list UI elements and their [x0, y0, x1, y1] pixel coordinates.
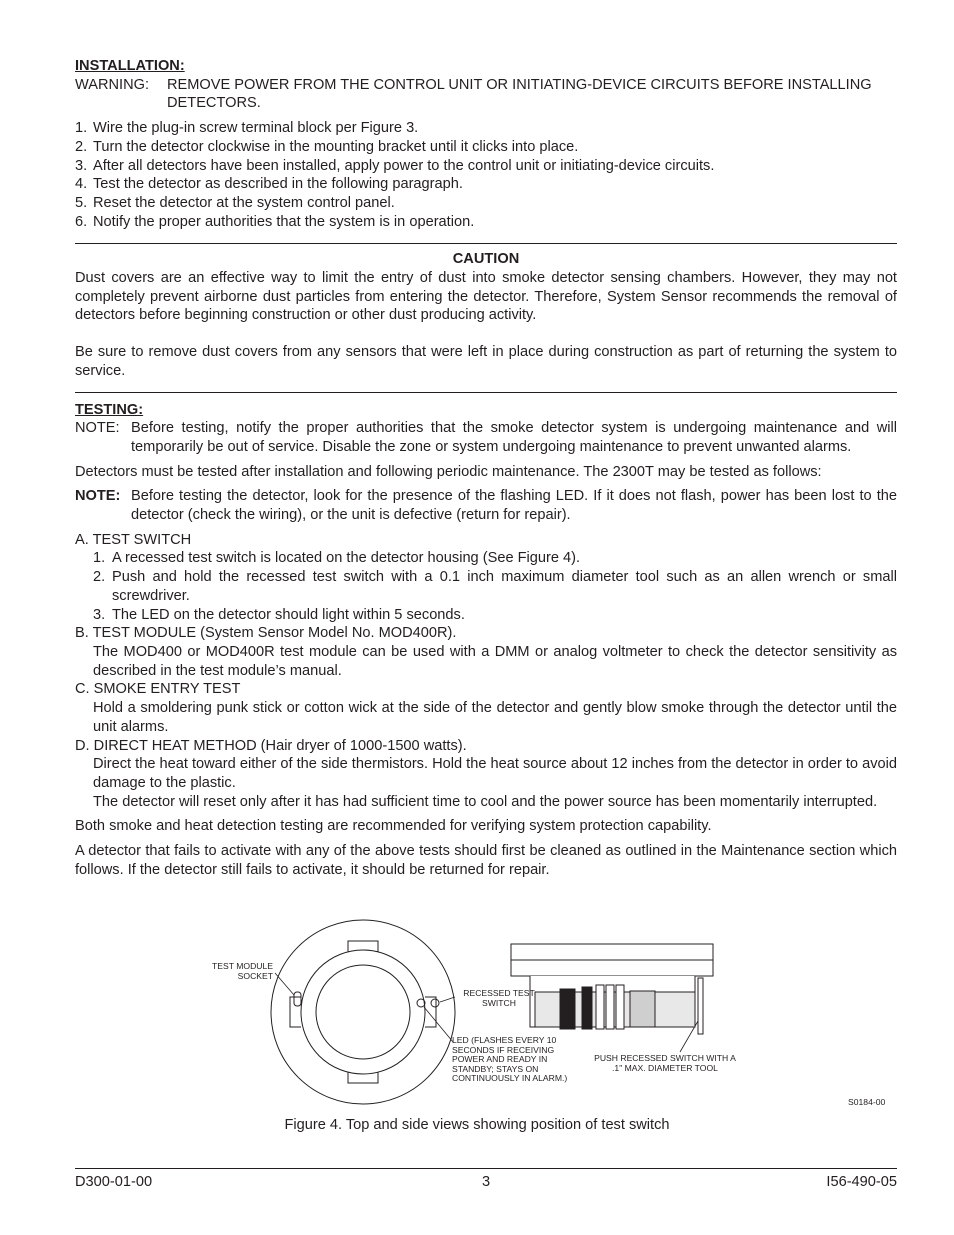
testing-both: Both smoke and heat detection testing are recommended for verifying system protection capability.: [75, 818, 712, 835]
installation-step: [75, 194, 897, 213]
installation-heading: INSTALLATION:: [75, 58, 185, 74]
test-a-steps: [75, 549, 897, 624]
step-text: Push and hold the recessed test switch with a 0.1 inch maximum diameter tool such as an allen wrench or small screwdriver.: [112, 569, 897, 604]
step-text: Notify the proper authorities that the system is in operation.: [93, 213, 475, 230]
step-number: 4.: [75, 176, 88, 193]
page-footer: [75, 1168, 897, 1190]
installation-step: [75, 138, 897, 157]
label-push-switch: PUSH RECESSED SWITCH WITH A .1" MAX. DIAMETER TOOL: [594, 1053, 736, 1073]
testing-note-1: [75, 419, 897, 456]
caution-heading: CAUTION: [452, 251, 520, 268]
step-text: Turn the detector clockwise in the mounting bracket until it clicks into place.: [93, 138, 579, 155]
test-c-title: C. SMOKE ENTRY TEST: [75, 681, 241, 698]
test-a-title: A. TEST SWITCH: [75, 531, 192, 548]
installation-step: [75, 119, 897, 138]
installation-step: [75, 175, 897, 194]
test-b-text: The MOD400 or MOD400R test module can be used with a DMM or analog voltmeter to check the detector sensitivity as described in the test module’s manual.: [93, 643, 897, 679]
note-text: Before testing, notify the proper authorities that the smoke detector system is undergoing maintenance and will temporarily be out of service. Disable the zone or system undergoing maintenance to prevent unwanted alarms.: [131, 420, 897, 455]
caution-paragraph-2: Be sure to remove dust covers from any sensors that were left in place during construction as part of returning the system to service.: [75, 344, 897, 379]
divider: [75, 392, 897, 393]
step-number: 2.: [93, 569, 106, 586]
warning-label: WARNING:: [75, 76, 150, 93]
testing-intro: Detectors must be tested after installation and following periodic maintenance. The 2300T may be tested as follows:: [75, 463, 822, 480]
divider: [75, 243, 897, 244]
step-text: Test the detector as described in the following paragraph.: [93, 176, 463, 193]
footer-left: D300-01-00: [75, 1174, 153, 1190]
test-a-step: [75, 606, 897, 625]
step-text: The LED on the detector should light within 5 seconds.: [112, 606, 465, 623]
step-number: 6.: [75, 213, 88, 230]
step-text: Reset the detector at the system control panel.: [93, 194, 395, 211]
test-d-text-1: Direct the heat toward either of the side thermistors. Hold the heat source about 12 inches from the detector in order to avoid damage to the plastic.: [93, 756, 897, 791]
note-label: NOTE:: [75, 488, 121, 505]
installation-warning: [75, 76, 897, 113]
test-b-title: B. TEST MODULE (System Sensor Model No. MOD400R).: [75, 625, 457, 642]
label-recessed-test-switch: RECESSED TEST SWITCH: [463, 988, 535, 1008]
test-a-step: [75, 549, 897, 568]
installation-step: [75, 157, 897, 176]
label-led: LED (FLASHES EVERY 10 SECONDS IF RECEIVING POWER AND READY IN STANDBY; STAYS ON CONTINUOUSLY IN ALARM.): [452, 1035, 568, 1084]
step-number: 1.: [93, 550, 106, 567]
test-a-step: [75, 568, 897, 605]
installation-steps: [75, 119, 897, 231]
test-d-title: D. DIRECT HEAT METHOD (Hair dryer of 1000-1500 watts).: [75, 737, 467, 754]
test-c-text: Hold a smoldering punk stick or cotton wick at the side of the detector and gently blow smoke through the detector until the unit alarms.: [93, 700, 897, 735]
figure-caption: Figure 4. Top and side views showing position of test switch: [284, 1117, 670, 1133]
page-number: 3: [481, 1174, 491, 1190]
testing-heading: TESTING:: [75, 401, 144, 418]
step-text: A recessed test switch is located on the detector housing (See Figure 4).: [112, 550, 581, 567]
step-number: 3.: [93, 606, 106, 623]
step-number: 1.: [75, 120, 88, 137]
detector-top-view: [271, 920, 455, 1104]
installation-step: [75, 213, 897, 232]
step-number: 2.: [75, 138, 88, 155]
testing-note-2: [75, 487, 897, 524]
step-text: After all detectors have been installed, apply power to the control unit or initiating-device circuits.: [93, 157, 715, 174]
testing-fail: A detector that fails to activate with any of the above tests should first be cleaned as outlined in the Maintenance section which follows. If the detector still fails to activate, it should be returned for repair.: [75, 843, 897, 878]
step-text: Wire the plug-in screw terminal block per Figure 3.: [93, 120, 419, 137]
step-number: 3.: [75, 157, 88, 174]
step-number: 5.: [75, 194, 88, 211]
document-body: [75, 57, 897, 879]
note-label: NOTE:: [75, 420, 120, 437]
footer-right: I56-490-05: [826, 1174, 897, 1190]
label-test-module-socket: TEST MODULE SOCKET: [212, 961, 273, 981]
test-d-text-2: The detector will reset only after it has had sufficient time to cool and the power source has been momentarily interrupted.: [93, 793, 878, 810]
note-text: Before testing the detector, look for the presence of the flashing LED. If it does not flash, power has been lost to the detector (check the wiring), or the unit is defective (return for repair).: [131, 488, 897, 524]
figure-code: S0184-00: [848, 1097, 886, 1107]
warning-text: REMOVE POWER FROM THE CONTROL UNIT OR INITIATING-DEVICE CIRCUITS BEFORE INSTALLING DETECTORS.: [167, 76, 872, 112]
caution-paragraph-1: Dust covers are an effective way to limit the entry of dust into smoke detector sensing chambers. However, they may not completely prevent airborne dust particles from entering the detector. Therefore, System Sensor recommends the removal of detectors before beginning construction or other dust producing activity.: [75, 270, 897, 324]
